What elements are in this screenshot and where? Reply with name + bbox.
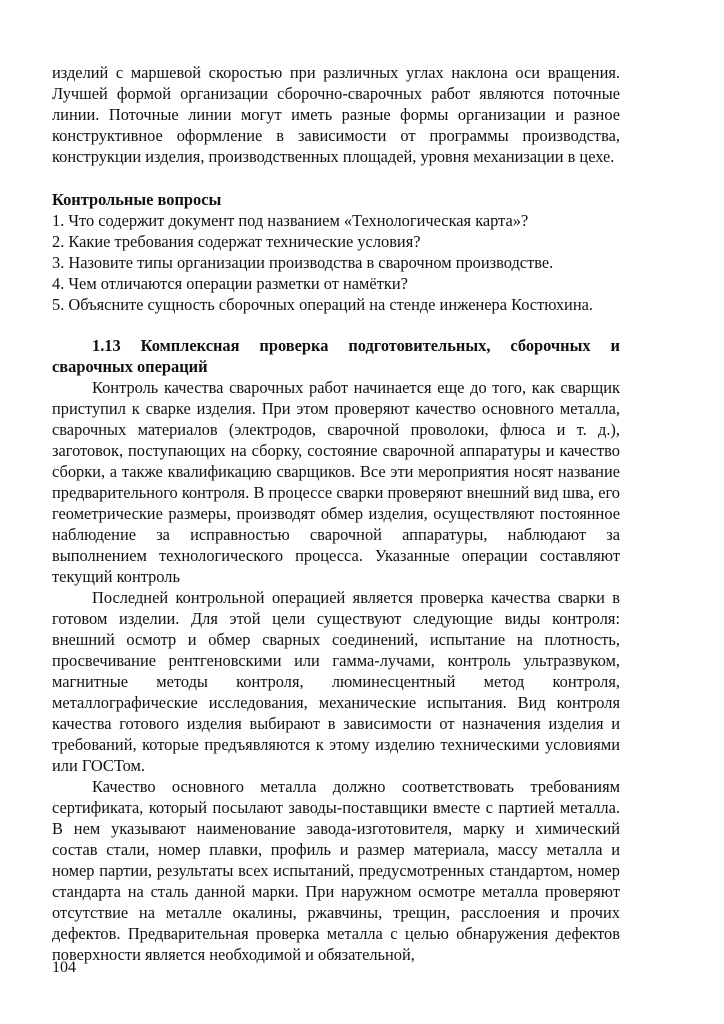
questions-heading: Контрольные вопросы xyxy=(52,190,222,209)
section-paragraph: Качество основного металла должно соответствовать требованиям сертификата, который посылают заводы-поставщики вместе с партией металла. В нем указывают наименование завода-изготовителя, марку и химический состав стали, номер плавки, профиль и размер материала, массу металла и номер партии, результаты всех испытаний, предусмотренных стандартом, номер стандарта на сталь данной марки. При наружном осмотре металла проверяют отсутствие на металле окалины, ржавчины, трещин, расслоения и прочих дефектов. Предварительная проверка металла с целью обнаружения дефектов поверхности является необходимой и обязательной, xyxy=(52,777,620,964)
page-content xyxy=(52,62,620,965)
questions-list xyxy=(52,210,620,315)
question-item: 1. Что содержит документ под названием «Технологическая карта»? xyxy=(52,211,529,230)
question-item: 3. Назовите типы организации производства в сварочном производстве. xyxy=(52,253,554,272)
intro-paragraph: изделий с маршевой скоростью при различных углах наклона оси вращения. Лучшей формой организации сборочно-сварочных работ являются поточные линии. Поточные линии могут иметь разные формы организации и разное конструктивное оформление в зависимости от программы производства, конструкции изделия, производственных площадей, уровня механизации в цехе. xyxy=(52,63,620,166)
page-number: 104 xyxy=(52,959,76,976)
question-item: 4. Чем отличаются операции разметки от намётки? xyxy=(52,274,408,293)
question-item: 2. Какие требования содержат технические условия? xyxy=(52,232,421,251)
section-title: 1.13 Комплексная проверка подготовительных, сборочных и сварочных операций xyxy=(52,336,620,376)
section-paragraph: Контроль качества сварочных работ начинается еще до того, как сварщик приступил к сварке изделия. При этом проверяют качество основного металла, сварочных материалов (электродов, сварочной проволоки, флюса и т. д.), заготовок, поступающих на сборку, состояние сварочной аппаратуры и качество сборки, а также квалификацию сварщиков. Все эти мероприятия носят название предварительного контроля. В процессе сварки проверяют внешний вид шва, его геометрические размеры, производят обмер изделия, осуществляют постоянное наблюдение за исправностью сварочной аппаратуры, наблюдают за выполнением технологического процесса. Указанные операции составляют текущий контроль xyxy=(52,378,620,586)
section-paragraph: Последней контрольной операцией является проверка качества сварки в готовом изделии. Для этой цели существуют следующие виды контроля: внешний осмотр и обмер сварных соединений, испытание на плотность, просвечивание рентгеновскими или гамма-лучами, контроль ультразвуком, магнитные методы контроля, люминесцентный метод контроля, металлографические исследования, механические испытания. Вид контроля качества готового изделия выбирают в зависимости от назначения изделия и требований, которые предъявляются к этому изделию техническими условиями или ГОСТом. xyxy=(52,588,620,775)
question-item: 5. Объясните сущность сборочных операций на стенде инженера Костюхина. xyxy=(52,295,593,314)
